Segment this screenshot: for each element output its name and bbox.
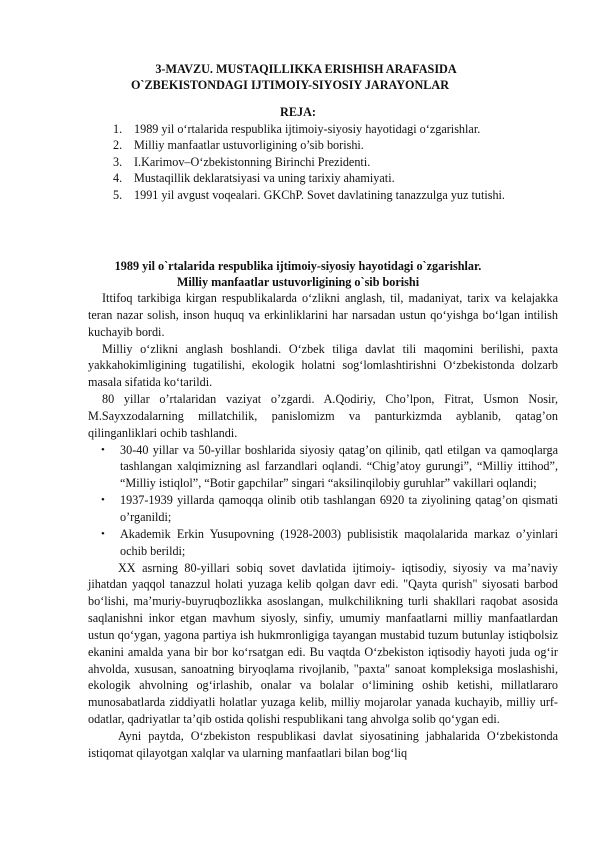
bullet-icon: • (101, 527, 105, 540)
bullet-icon: • (101, 443, 105, 456)
plan-item-number: 2. (113, 138, 123, 153)
plan-item-number: 5. (113, 187, 123, 202)
plan-item-number: 3. (113, 154, 123, 169)
paragraph: Milliy o‘zlikni anglash boshlandi. O‘zbek tiliga davlat tili maqomini berilishi, paxta yakkahokimligining tugatilishi, ekologik holatni sog‘lomlashtirishni O‘zbekistonda dolzarb masala sifatida ko‘tarildi. (88, 341, 558, 390)
paragraph: XX asrning 80-yillari sobiq sovet davlatida ijtimoiy- iqtisodiy, siyosiy va ma’naviy jihatdan yaqqol tanazzul holati yuzaga kelib qolgan davr edi. "Qayta qurish" siyosati barbod bo‘lishi, ma’muriy-buyruqbozlikka asoslangan, mulkchilikning turli shakllari raqobat asosida saqlanishni inkor etgan mavhum siyosly, sinfiy, umumiy manfaatlarni milliy manfaatlardan ustun qo‘ygan, yagona partiya ish hukmronligiga tayangan mustabid tuzum butunlay istiqbolsiz ekanini amalda yana bir bor ko‘rsatgan edi. Bu vaqtda O‘zbekiston iqtisodiy hayoti juda og‘ir ahvolda, xususan, sanoatning biryoqlama rivojlanib, "paxta" sanoat kompleksiga moslashishi, ekologik ahvolning og‘irlashib, onalar va bolalar o‘limining oshib ketishi, millatlararo munosabatlarda ziddiyatli holatlar yuzaga kelib, milliy mojarolar yanada kuchayib, milliy urf-odatlar, qadriyatlar ta’qib ostida qolishi respublikani tang ahvolga solib qo‘ygan edi. (88, 560, 558, 727)
plan-item (113, 121, 533, 137)
plan-item-text: I.Karimov–O‘zbekistonning Birinchi Prezidenti. (134, 154, 371, 169)
bullet-icon: • (101, 494, 105, 507)
section-heading-line1: 1989 yil o`rtalarida respublika ijtimoiy-siyosiy hayotidagi o`zgarishlar. (114, 259, 482, 273)
document-title-line2: O`ZBEKISTONDAGI IJTIMOIY-SIYOSIY JARAYONLAR (130, 78, 450, 92)
bullet-item (88, 442, 558, 493)
section-heading-line2: Milliy manfaatlar ustuvorligining o`sib borishi (176, 275, 420, 289)
plan-item (113, 187, 533, 203)
bullet-text: Akademik Erkin Yusupovning (1928-2003) publisistik maqolalarida markaz o’yinlari ochib berildi; (120, 526, 558, 558)
plan-item (113, 154, 533, 170)
plan-item-number: 4. (113, 171, 123, 186)
document-title-line1: 3-MAVZU. MUSTAQILLIKKA ERISHISH ARAFASIDA (155, 62, 457, 76)
bullet-text: 30-40 yillar va 50-yillar boshlarida siyosiy qatag’on qilinib, qatl etilgan va qamoqlarga tashlangan xalqimizning asl farzandlari oqlandi. “Chig’atoy gurungi”, “Milliy ittihod”, “Milliy istiqlol”, “Botir gapchilar” singari “aksilinqilobiy guruhlar” vakillari oqlandi; (120, 442, 558, 491)
paragraph: 80 yillar o’rtalaridan vaziyat o’zgardi. A.Qodiriy, Cho’lpon, Fitrat, Usmon Nosir, M.Sayxzodalarning millatchilik, panislomizm va panturkizmda ayblanib, qatag’on qilinganliklari ochib tashlandi. (88, 392, 558, 440)
bullet-item (88, 526, 558, 560)
plan-item-text: 1989 yil o‘rtalarida respublika ijtimoiy-siyosiy hayotidagi o‘zgarishlar. (134, 122, 481, 136)
plan-item-text: Milliy manfaatlar ustuvorligining o’sib borishi. (134, 138, 364, 153)
bullet-item (88, 492, 558, 526)
plan-item (113, 170, 533, 186)
paragraph: Ittifoq tarkibiga kirgan respublikalarda o‘zlikni anglash, til, madaniyat, tarix va kelajakka teran nazar solish, inson huquq va erkinliklarini har narsadan ustun qo‘yishga bo‘lgan intilish kuchayib bordi. (88, 291, 558, 339)
plan-heading: REJA: (280, 105, 316, 119)
plan-item-text: 1991 yil avgust voqealari. GKChP. Sovet davlatining tanazzulga yuz tutishi. (134, 187, 505, 202)
plan-item-number: 1. (113, 122, 123, 136)
plan-item (113, 137, 533, 153)
paragraph: Ayni paytda, O‘zbekiston respublikasi davlat siyosatining jabhalarida O‘zbekistonda istiqomat qilayotgan xalqlar va ularning manfaatlari bilan bog‘liq (88, 728, 558, 760)
plan-list (113, 121, 533, 203)
bullet-list (88, 442, 558, 560)
bullet-text: 1937-1939 yillarda qamoqqa olinib otib tashlangan 6920 ta ziyolining qatag’on qismati o’rganildi; (120, 493, 558, 524)
section-body (88, 290, 558, 762)
plan-item-text: Mustaqillik deklaratsiyasi va uning tarixiy ahamiyati. (134, 171, 395, 186)
